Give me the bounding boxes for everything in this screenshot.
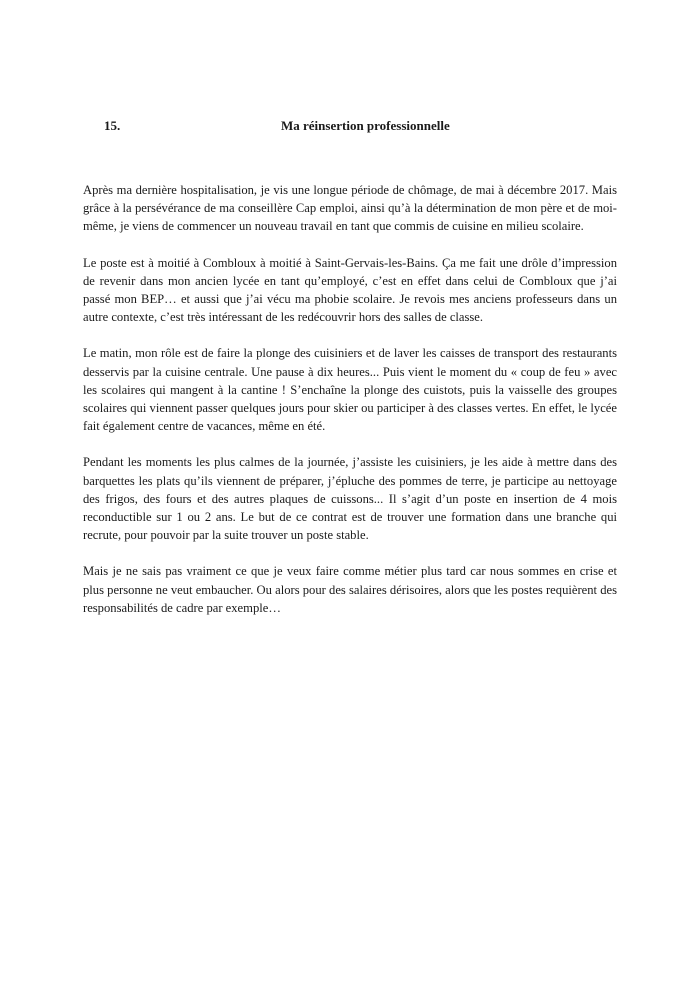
paragraph: Le matin, mon rôle est de faire la plonge des cuisiniers et de laver les caisses de transport des restaurants desservis par la cuisine centrale. Une pause à dix heures... Puis vient le moment du « coup de feu » avec les scolaires qui mangent à la cantine ! S’enchaîne la plonge des cuistots, puis la vaisselle des groupes scolaires qui viennent passer quelques jours pour skier ou participer à des classes vertes. En effet, le lycée fait également centre de vacances, même en été. [83, 346, 617, 434]
paragraph: Mais je ne sais pas vraiment ce que je veux faire comme métier plus tard car nous sommes en crise et plus personne ne veut embaucher. Ou alors pour des salaires dérisoires, alors que les postes requièrent des responsabilités de cadre par exemple… [83, 564, 617, 615]
paragraph: Pendant les moments les plus calmes de la journée, j’assiste les cuisiniers, je les aide à mettre dans des barquettes les plats qu’ils viennent de préparer, j’épluche des pommes de terre, je participe au nettoyage des frigos, des fours et des autres plaques de cuissons... Il s’agit d’un poste en insertion de 4 mois reconductible sur 1 ou 2 ans. Le but de ce contrat est de trouver une formation dans une branche qui recrute, pour pouvoir par la suite trouver un poste stable. [83, 455, 617, 543]
paragraph: Après ma dernière hospitalisation, je vis une longue période de chômage, de mai à décembre 2017. Mais grâce à la persévérance de ma conseillère Cap emploi, ainsi qu’à la détermination de mon père et de moi-même, je viens de commencer un nouveau travail en tant que commis de cuisine en milieu scolaire. [83, 183, 617, 234]
chapter-body [83, 181, 617, 635]
paragraph: Le poste est à moitié à Combloux à moitié à Saint-Gervais-les-Bains. Ça me fait une drôle d’impression de revenir dans mon ancien lycée en tant qu’employé, c’est en effet dans celui de Combloux que j’ai passé mon BEP… et aussi que j’ai vécu ma phobie scolaire. Je revois mes anciens professeurs dans un autre contexte, c’est très intéressant de les redécouvrir hors des salles de classe. [83, 255, 617, 325]
chapter-number: 15. [104, 118, 121, 133]
chapter-title: Ma réinsertion professionnelle [281, 118, 450, 133]
chapter-heading [0, 118, 699, 138]
